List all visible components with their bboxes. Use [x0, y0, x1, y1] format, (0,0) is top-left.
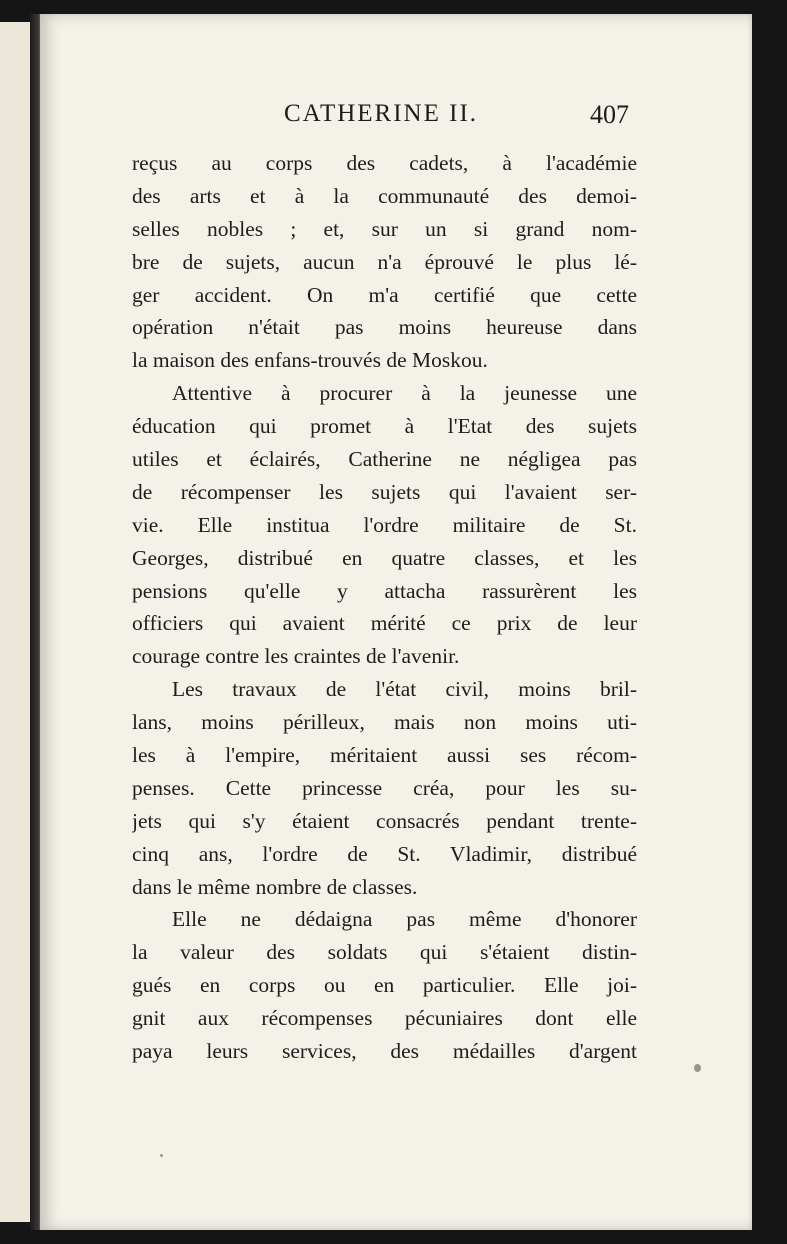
- text-line: de récompenser les sujets qui l'avaient ser-: [132, 479, 637, 504]
- text-line: des arts et à la communauté des demoi-: [132, 183, 637, 208]
- text-line: éducation qui promet à l'Etat des sujets: [132, 414, 637, 439]
- paper-speck: [694, 1064, 701, 1072]
- text-line: Les travaux de l'état civil, moins bril-: [172, 677, 637, 702]
- text-line: dans le même nombre de classes.: [132, 874, 418, 899]
- text-line: selles nobles ; et, sur un si grand nom-: [132, 216, 637, 241]
- text-line: vie. Elle institua l'ordre militaire de St.: [132, 512, 637, 537]
- book-page: [40, 14, 752, 1230]
- text-line: officiers qui avaient mérité ce prix de leur: [132, 611, 637, 636]
- page-number: 407: [590, 100, 629, 129]
- text-line: Georges, distribué en quatre classes, et les: [132, 545, 637, 570]
- text-line: cinq ans, l'ordre de St. Vladimir, distribué: [132, 841, 637, 866]
- text-line: la valeur des soldats qui s'étaient distin-: [132, 940, 637, 965]
- text-line: Attentive à procurer à la jeunesse une: [172, 381, 637, 406]
- text-line: bre de sujets, aucun n'a éprouvé le plus lé-: [132, 249, 637, 274]
- page-header: [40, 100, 752, 136]
- text-line: les à l'empire, méritaient aussi ses récom-: [132, 743, 637, 768]
- text-line: courage contre les craintes de l'avenir.: [132, 644, 460, 669]
- facing-page-edge: [0, 22, 32, 1222]
- running-title: CATHERINE II.: [284, 100, 479, 127]
- paper-speck: [160, 1154, 163, 1157]
- text-line: penses. Cette princesse créa, pour les su-: [132, 775, 637, 800]
- scan-background: [752, 14, 787, 1230]
- text-line: reçus au corps des cadets, à l'académie: [132, 151, 637, 175]
- text-line: la maison des enfans-trouvés de Moskou.: [132, 348, 488, 373]
- text-line: jets qui s'y étaient consacrés pendant trente-: [132, 808, 637, 833]
- text-line: gués en corps ou en particulier. Elle joi-: [132, 973, 637, 998]
- text-line: pensions qu'elle y attacha rassurèrent les: [132, 578, 637, 603]
- text-line: opération n'était pas moins heureuse dans: [132, 315, 637, 340]
- text-line: Elle ne dédaigna pas même d'honorer: [172, 907, 637, 932]
- text-line: lans, moins périlleux, mais non moins uti-: [132, 710, 637, 735]
- text-line: gnit aux récompenses pécuniaires dont elle: [132, 1006, 637, 1031]
- text-line: paya leurs services, des médailles d'argent: [132, 1039, 637, 1064]
- text-line: utiles et éclairés, Catherine ne négligea pas: [132, 447, 637, 472]
- body-text: [132, 147, 637, 1068]
- text-line: ger accident. On m'a certifié que cette: [132, 282, 637, 307]
